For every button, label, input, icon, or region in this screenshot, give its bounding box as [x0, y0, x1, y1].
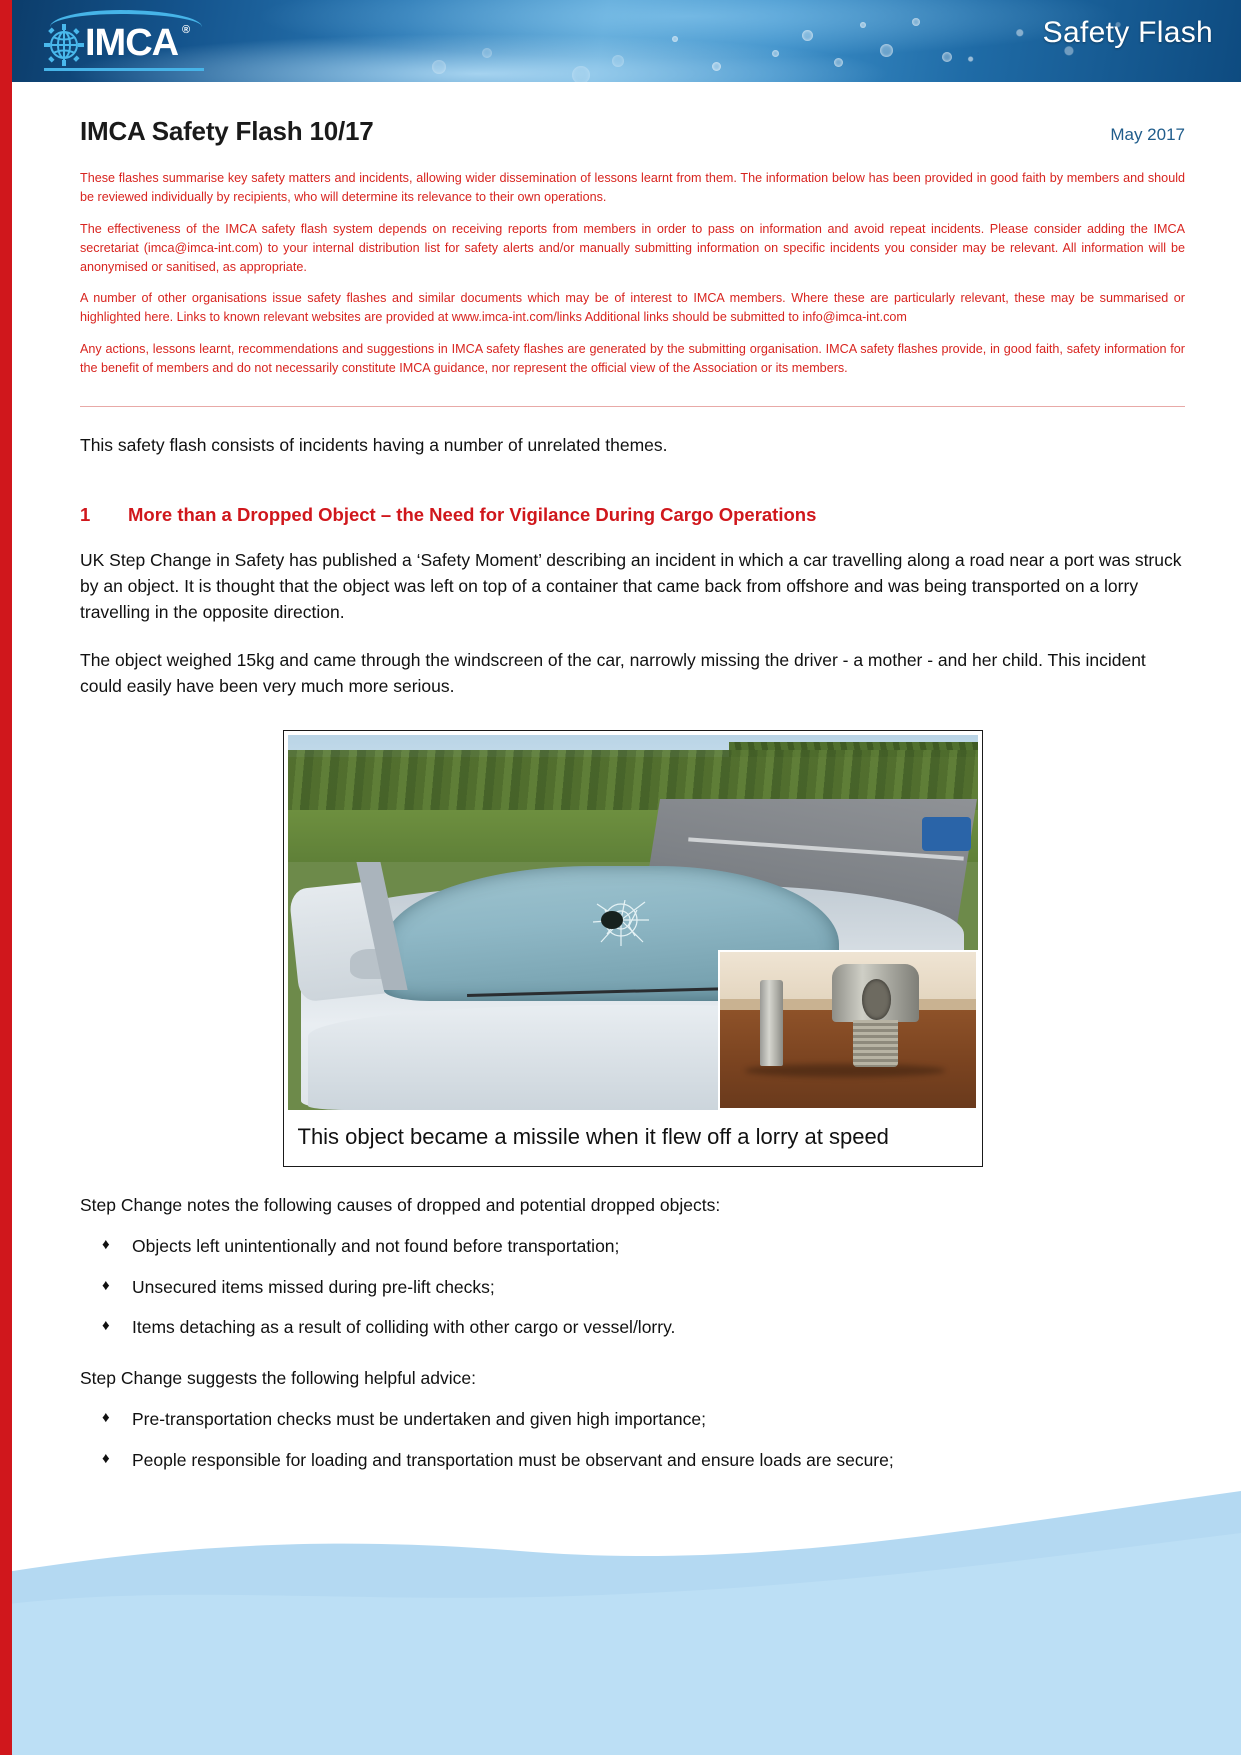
bullet-icon: ♦	[102, 1409, 110, 1427]
list-item-text: Pre-transportation checks must be undertaken and given high importance;	[132, 1409, 706, 1430]
shackle-pin	[760, 980, 783, 1066]
disclaimer-block	[80, 169, 1185, 378]
header-title: Safety Flash	[1042, 16, 1213, 49]
list-item	[80, 1234, 1185, 1259]
list-item	[80, 1448, 1185, 1473]
bullet-icon: ♦	[102, 1449, 110, 1467]
intro-paragraph: This safety flash consists of incidents having a number of unrelated themes.	[80, 435, 668, 456]
bullet-icon: ♦	[102, 1317, 110, 1335]
list-item	[80, 1275, 1185, 1300]
incident-figure	[283, 730, 983, 1167]
footer-wave-decoration	[0, 1455, 1241, 1755]
logo-underline	[44, 68, 204, 71]
list-item-text: People responsible for loading and transportation must be observant and ensure loads are secure;	[132, 1449, 894, 1470]
list-item-text: Objects left unintentionally and not found before transportation;	[132, 1236, 620, 1257]
header-banner	[12, 0, 1241, 82]
advice-lead-in: Step Change suggests the following helpful advice:	[80, 1367, 476, 1388]
logo-wordmark: IMCA	[85, 22, 179, 64]
disclaimer-paragraph-3: A number of other organisations issue safety flashes and similar documents which may be of interest to IMCA members. Where these are particularly relevant, these may be summarised or highlighted here. Links to known relevant websites are provided at www.imca-int.com/links Additional links should be submitted to info@imca-int.com	[80, 291, 1185, 325]
windscreen-damage-photo	[288, 735, 978, 1110]
section-heading	[80, 504, 1185, 526]
list-item	[80, 1407, 1185, 1432]
section-paragraph-1: UK Step Change in Safety has published a ‘Safety Moment’ describing an incident in which a car travelling along a road near a port was struck by an object. It is thought that the object was left on top of a container that came back from offshore and was being transported on a lorry travelling in the opposite direction.	[80, 550, 1182, 623]
logo-registered-mark: ®	[182, 24, 191, 36]
bullet-icon: ♦	[102, 1276, 110, 1294]
imca-logo	[30, 8, 210, 74]
disclaimer-paragraph-4: Any actions, lessons learnt, recommendations and suggestions in IMCA safety flashes are generated by the submitting organisation. IMCA safety flashes provide, in good faith, safety information for the benefit of members and do not necessarily constitute IMCA guidance, nor represent the official view of the Association or its members.	[80, 342, 1185, 376]
section-title: More than a Dropped Object – the Need for Vigilance During Cargo Operations	[128, 504, 817, 526]
advice-list	[80, 1407, 1185, 1472]
bullet-icon: ♦	[102, 1236, 110, 1254]
left-red-spine	[0, 0, 12, 1755]
figure-caption: This object became a missile when it flew off a lorry at speed	[288, 1110, 978, 1166]
document-date: May 2017	[1110, 125, 1185, 144]
disclaimer-paragraph-1: These flashes summarise key safety matters and incidents, allowing wider dissemination of lessons learnt from them. The information below has been provided in good faith by members and should be reviewed individually by recipients, who will determine its relevance to their own operations.	[80, 171, 1185, 204]
causes-lead-in: Step Change notes the following causes of dropped and potential dropped objects:	[80, 1194, 721, 1215]
list-item	[80, 1315, 1185, 1340]
horizontal-divider	[80, 406, 1185, 407]
page-title: IMCA Safety Flash 10/17	[80, 116, 374, 146]
list-item-text: Items detaching as a result of colliding with other cargo or vessel/lorry.	[132, 1317, 676, 1338]
globe-gear-icon	[44, 24, 84, 66]
causes-list	[80, 1234, 1185, 1340]
disclaimer-paragraph-2: The effectiveness of the IMCA safety flash system depends on receiving reports from members in order to pass on information and avoid repeat incidents. Please consider adding the IMCA secretariat (imca@imca-int.com) to your internal distribution list for safety alerts and/or manually submitting information on specific incidents you consider may be relevant. All information will be anonymised or sanitised, as appropriate.	[80, 221, 1185, 274]
section-paragraph-2: The object weighed 15kg and came through the windscreen of the car, narrowly missing the driver - a mother - and her child. This incident could easily have been very much more serious.	[80, 650, 1146, 696]
dropped-object-inset-photo	[718, 950, 978, 1110]
list-item-text: Unsecured items missed during pre-lift checks;	[132, 1276, 495, 1297]
page-content	[12, 82, 1241, 1472]
shackle-body	[832, 964, 919, 1067]
document-title-row	[80, 116, 1185, 147]
section-number: 1	[80, 504, 91, 526]
